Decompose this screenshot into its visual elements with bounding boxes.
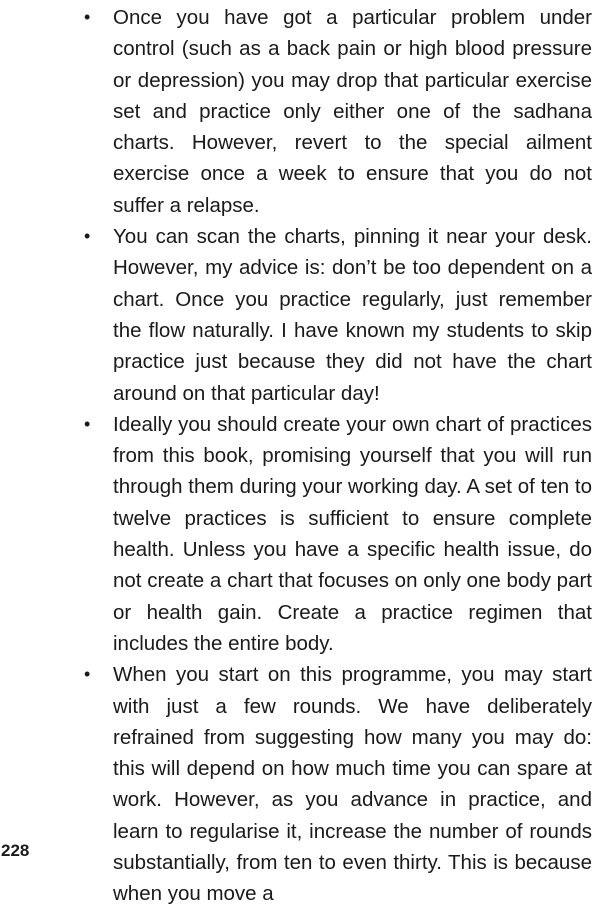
bullet-item-start-programme: [0, 659, 600, 909]
bullet-marker: •: [84, 7, 91, 27]
bullet-item-scan-charts: [0, 221, 600, 409]
bullet-marker: •: [84, 413, 91, 434]
bullet-text: You can scan the charts, pinning it near your desk. However, my advice is: don’t be too dependent on a chart. Once you practice regularly, just remember the flow naturally. I have known my students to skip practice just because they did not have the chart around on that particular day!: [113, 225, 592, 405]
bullet-item-problem-control: [0, 0, 600, 221]
bullet-marker: •: [84, 226, 91, 247]
bullet-text: When you start on this programme, you may start with just a few rounds. We have deliberately refrained from suggesting how many you may do: this will depend on how much time you can spare at work. However, as you advance in practice, and learn to regularise it, increase the number of rounds substantially, from ten to even thirty. This is because when you move a: [113, 663, 592, 906]
bullet-text: Once you have got a particular problem under control (such as a back pain or high blood pressure or depression) you may drop that particular exercise set and practice only either one of the sadhana charts. However, revert to the special ailment exercise once a week to ensure that you do not suffer a relapse.: [113, 6, 592, 217]
bullet-text: Ideally you should create your own chart of practices from this book, promising yourself that you will run through them during your working day. A set of ten to twelve practices is sufficient to ensure complete health. Unless you have a specific health issue, do not create a chart that focuses on only one body part or health gain. Create a practice regimen that includes the entire body.: [113, 412, 592, 655]
bullet-marker: •: [84, 664, 91, 685]
page-number: 228: [1, 841, 30, 860]
bullet-item-own-chart: [0, 409, 600, 659]
